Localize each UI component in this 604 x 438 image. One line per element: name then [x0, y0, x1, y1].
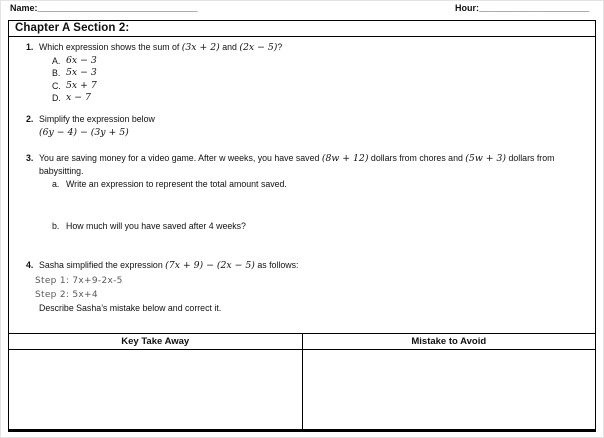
question-4-instruction: Describe Sasha’s mistake below and correct it.	[39, 303, 222, 313]
question-4	[26, 259, 583, 316]
key-take-away-header: Key Take Away	[121, 336, 190, 347]
part-b-text: How much will you have saved after 4 weeks?	[66, 221, 246, 231]
option-d-letter: D.	[52, 92, 61, 103]
question-2-number: 2.	[26, 114, 34, 124]
question-2-stem: Simplify the expression below	[39, 114, 155, 124]
hour-label: Hour:	[455, 3, 479, 13]
option-c	[52, 80, 583, 92]
summary-table-header	[9, 333, 595, 350]
question-3	[26, 152, 583, 191]
mistake-to-avoid-header: Mistake to Avoid	[302, 334, 596, 349]
sasha-work	[35, 275, 583, 302]
key-take-away-cell	[9, 350, 302, 429]
name-field	[10, 3, 198, 13]
question-2-expression: (6y − 4) − (3y + 5)	[39, 127, 129, 138]
name-blank-line: ________________________________	[37, 3, 198, 13]
question-3-number: 3.	[26, 153, 34, 163]
part-a-text: Write an expression to represent the total amount saved.	[66, 179, 287, 189]
sasha-step-1: Step 1: 7x+9-2x-5	[35, 276, 123, 286]
part-b-letter: b.	[52, 221, 60, 231]
option-a-letter: A.	[52, 56, 61, 66]
question-3-part-a	[52, 178, 583, 191]
option-b	[52, 67, 583, 79]
option-d-expression: x − 7	[66, 91, 91, 103]
summary-table-body	[9, 350, 595, 429]
option-a-expression: 6x − 3	[66, 55, 97, 66]
question-1-number: 1.	[26, 42, 34, 52]
section-title: Chapter A Section 2:	[9, 21, 595, 37]
option-c-expression: 5x + 7	[66, 79, 97, 91]
questions-area	[9, 37, 595, 333]
question-4-number: 4.	[26, 260, 34, 270]
part-a-letter: a.	[52, 179, 60, 189]
option-d	[52, 92, 583, 104]
name-label: Name:	[10, 3, 38, 13]
option-a	[52, 55, 583, 67]
option-b-expression: 5x − 3	[66, 67, 97, 79]
page-header-row	[0, 3, 604, 19]
hour-field	[455, 3, 589, 13]
option-b-letter: B.	[52, 68, 61, 79]
hour-blank-line: ______________________	[479, 3, 590, 13]
option-c-letter: C.	[52, 80, 61, 91]
sasha-step-2: Step 2: 5x+4	[35, 289, 98, 300]
question-4-stem: Sasha simplified the expression (7x + 9) − (2x − 5) as follows:	[39, 260, 299, 271]
mistake-to-avoid-cell	[302, 350, 596, 429]
question-3-part-b	[52, 220, 583, 233]
worksheet-box	[8, 20, 596, 432]
question-1-stem: Which expression shows the sum of (3x + 2) and (2x − 5)?	[39, 42, 283, 53]
question-3-stem: You are saving money for a video game. After w weeks, you have saved (8w + 12) dollars from chores and (5w + 3) dollars from babysitting.	[39, 153, 555, 176]
question-1-options	[39, 55, 583, 104]
question-2	[26, 113, 583, 139]
question-1	[26, 41, 583, 104]
